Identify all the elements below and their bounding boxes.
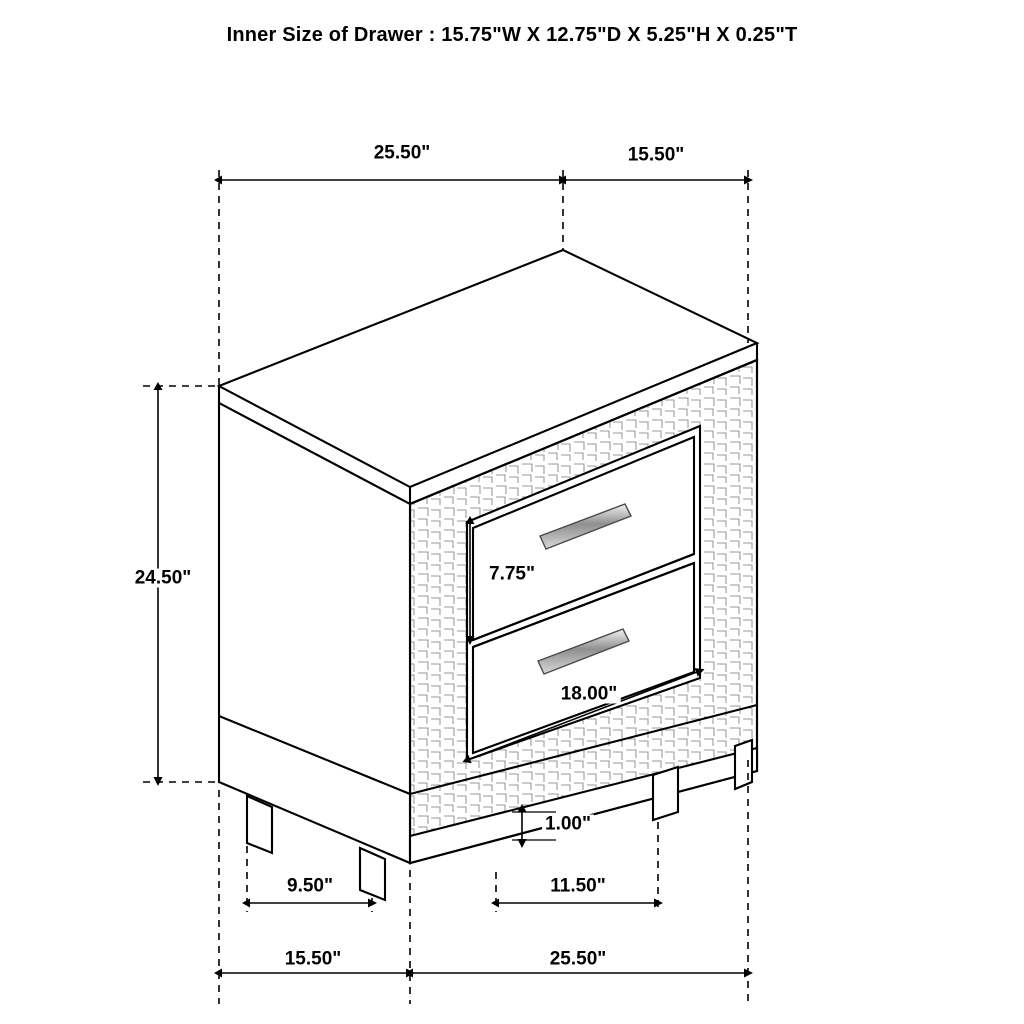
dimension-label-base-front-width: 25.50" xyxy=(547,950,610,969)
dimension-label-drawer-height: 7.75" xyxy=(486,565,538,584)
dimension-label-top-side-depth: 15.50" xyxy=(625,146,688,165)
page-title: Inner Size of Drawer : 15.75"W X 12.75"D X 5.25"H X 0.25"T xyxy=(226,24,798,46)
dimension-label-drawer-width: 18.00" xyxy=(558,685,621,704)
dimension-label-front-foot-inset: 11.50" xyxy=(547,877,609,896)
dimension-label-leg-height: 1.00" xyxy=(542,815,594,834)
dimension-label-overall-height: 24.50" xyxy=(132,569,195,588)
dimension-label-side-foot-inset: 9.50" xyxy=(284,877,336,896)
dimension-label-base-side-depth: 15.50" xyxy=(282,950,345,969)
dimension-label-top-front-width: 25.50" xyxy=(371,144,434,163)
